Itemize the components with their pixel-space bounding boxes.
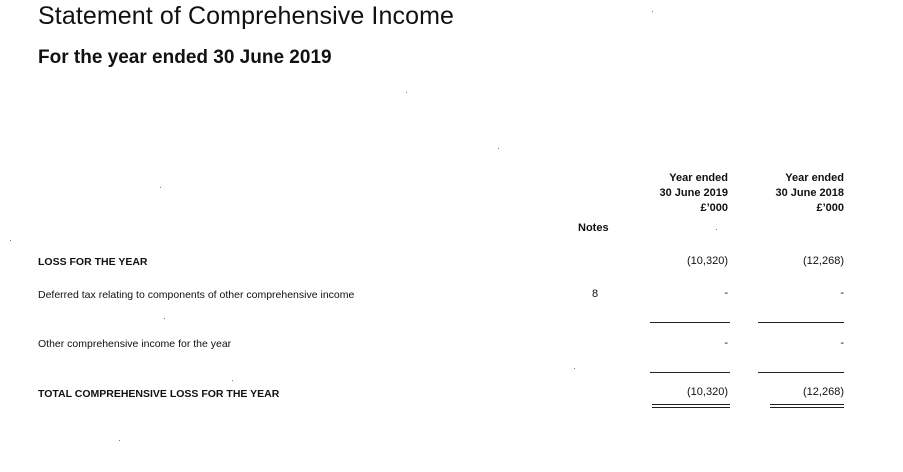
value-other-ci-2019: -	[724, 337, 728, 349]
row-label-other-comprehensive-income: Other comprehensive income for the year	[38, 338, 232, 350]
scan-speck	[10, 240, 11, 241]
column-header-2019	[608, 171, 728, 216]
scan-speck	[119, 440, 120, 441]
value-deferred-tax-2018: -	[840, 287, 844, 299]
column-header-2019-line1: Year ended	[669, 172, 728, 184]
scan-speck	[232, 380, 233, 381]
subtotal-rule-2019	[650, 322, 730, 323]
total-rule-2019	[650, 372, 730, 373]
double-underline-2019	[652, 404, 730, 408]
column-header-2018-line2: 30 June 2018	[775, 187, 844, 199]
value-total-loss-2018: (12,268)	[803, 386, 844, 398]
scan-speck	[652, 11, 653, 12]
scan-speck	[716, 229, 717, 230]
note-reference-deferred-tax: 8	[592, 288, 599, 300]
row-label-deferred-tax: Deferred tax relating to components of other comprehensive income	[38, 289, 355, 301]
subtotal-rule-2018	[758, 322, 844, 323]
value-total-loss-2019: (10,320)	[687, 386, 728, 398]
page-title: Statement of Comprehensive Income	[38, 2, 455, 30]
scan-speck	[160, 187, 161, 188]
row-label-total-comprehensive-loss: TOTAL COMPREHENSIVE LOSS FOR THE YEAR	[38, 388, 280, 400]
page-subtitle: For the year ended 30 June 2019	[38, 47, 332, 68]
value-loss-2019: (10,320)	[687, 255, 728, 267]
value-loss-2018: (12,268)	[803, 255, 844, 267]
scan-speck	[498, 148, 499, 149]
column-header-2018-line1: Year ended	[785, 172, 844, 184]
column-header-2019-unit: £’000	[700, 202, 728, 214]
total-rule-2018	[758, 372, 844, 373]
value-deferred-tax-2019: -	[724, 287, 728, 299]
value-other-ci-2018: -	[840, 337, 844, 349]
column-header-2018	[724, 171, 844, 216]
scan-speck	[164, 318, 165, 319]
column-header-2018-unit: £’000	[816, 202, 844, 214]
scan-speck	[574, 368, 575, 369]
row-label-loss-for-year: LOSS FOR THE YEAR	[38, 256, 148, 268]
double-underline-2018	[770, 404, 844, 408]
notes-column-header: Notes	[578, 222, 609, 234]
column-header-2019-line2: 30 June 2019	[659, 187, 728, 199]
scan-speck	[406, 92, 407, 93]
